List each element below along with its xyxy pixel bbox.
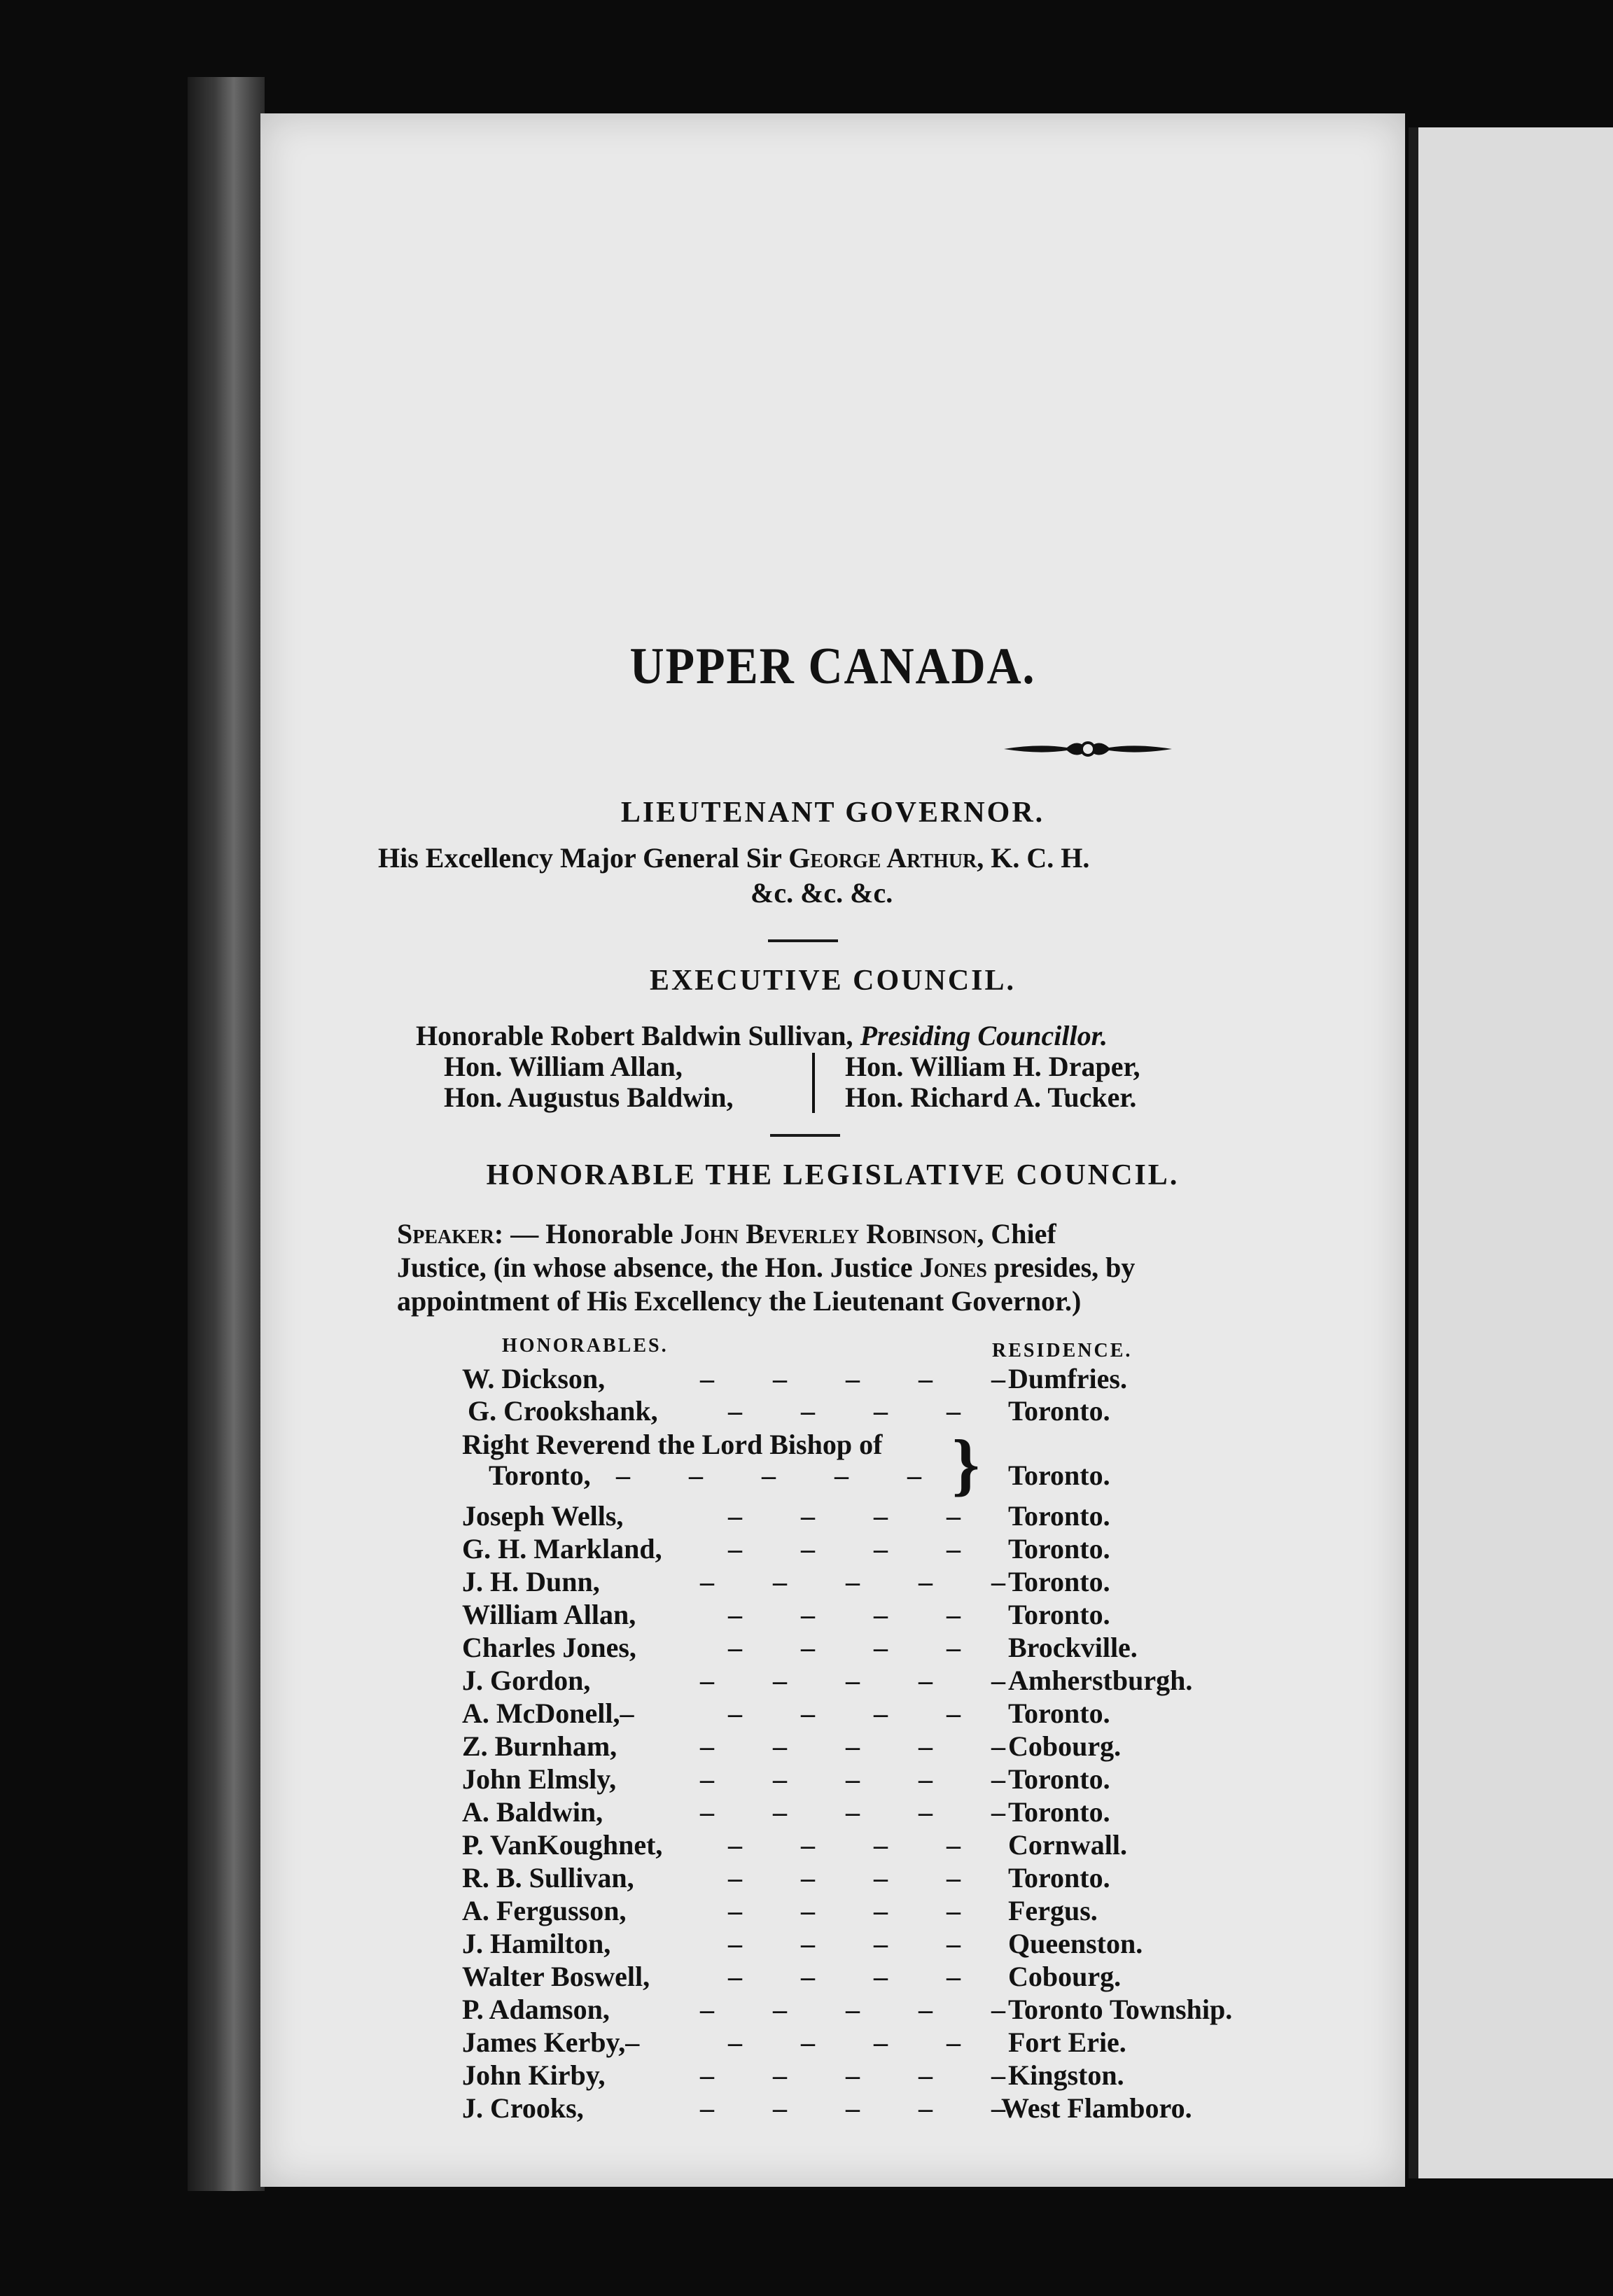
leader-dashes: – – – – — [728, 1632, 962, 1663]
leader-dashes: – – – – – — [700, 1363, 1007, 1394]
executive-member-left-2: Hon. Augustus Baldwin, — [444, 1082, 734, 1113]
member-name: Z. Burnham, — [462, 1730, 617, 1762]
member-residence: Fergus. — [1008, 1895, 1098, 1926]
table-row — [0, 1828, 1613, 1861]
member-residence: Toronto. — [1008, 1763, 1110, 1795]
table-row — [0, 1927, 1613, 1960]
leader-dashes: – – – – – — [700, 1796, 1007, 1828]
leader-dashes: – – – – – — [700, 1763, 1007, 1795]
table-row — [0, 1763, 1613, 1795]
table-row — [0, 2026, 1613, 2059]
member-name: Charles Jones, — [462, 1632, 636, 1663]
leader-dashes: – – – – – — [700, 1566, 1007, 1597]
table-row — [0, 1861, 1613, 1894]
table-row — [0, 1960, 1613, 1993]
member-residence: Brockville. — [1008, 1632, 1138, 1663]
member-name: John Kirby, — [462, 2059, 606, 2091]
member-residence: Dumfries. — [1008, 1363, 1127, 1394]
speaker-text-a: — Honorable — [503, 1218, 680, 1250]
member-name: A. Baldwin, — [462, 1796, 603, 1828]
legislative-council-heading: HONORABLE THE LEGISLATIVE COUNCIL. — [486, 1159, 1180, 1191]
member-residence: Toronto. — [1008, 1796, 1110, 1828]
table-row — [0, 1598, 1613, 1631]
leader-dashes: – – – – — [728, 1599, 962, 1630]
member-residence: Queenston. — [1008, 1928, 1143, 1959]
leader-dashes: – – – – – — [700, 2059, 1007, 2091]
lieutenant-governor-etc: &c. &c. &c. — [750, 877, 893, 909]
leader-dashes: – – – – — [728, 1961, 962, 1992]
member-name: J. Crooks, — [462, 2092, 584, 2124]
leader-dashes: – – – – – — [616, 1460, 923, 1491]
member-residence: West Flamboro. — [1001, 2092, 1192, 2124]
member-name: Right Reverend the Lord Bishop of — [462, 1429, 883, 1460]
member-residence: Cobourg. — [1008, 1961, 1122, 1992]
member-residence: Toronto. — [1008, 1533, 1110, 1564]
table-row — [0, 1394, 1613, 1427]
leader-dashes: – – – – — [728, 1895, 962, 1926]
executive-council-heading: EXECUTIVE COUNCIL. — [649, 965, 1017, 997]
member-name: A. Fergusson, — [462, 1895, 627, 1926]
brace-icon: } — [952, 1425, 980, 1503]
speaker-line-3: appointment of His Excellency the Lieutenant Governor.) — [397, 1285, 1082, 1317]
leader-dashes: – – – – — [728, 1829, 962, 1861]
member-name: W. Dickson, — [462, 1363, 606, 1394]
table-row — [0, 2092, 1613, 2124]
leader-dashes: – – – – — [728, 1533, 962, 1564]
table-row — [0, 2059, 1613, 2092]
member-name: J. Hamilton, — [462, 1928, 611, 1959]
table-row — [0, 1730, 1613, 1763]
member-name: P. Adamson, — [462, 1994, 610, 2025]
presiding-title: Presiding Councillor. — [860, 1020, 1108, 1051]
speaker-name: John Beverley Robinson — [680, 1218, 977, 1250]
leader-dashes: – – – – – — [700, 2092, 1007, 2124]
members-table — [0, 113, 1613, 2187]
speaker-text-c: Justice, (in whose absence, the Hon. Justice — [397, 1252, 920, 1283]
leader-dashes: – – – – — [728, 1862, 962, 1893]
executive-member-right-2: Hon. Richard A. Tucker. — [845, 1082, 1137, 1113]
member-name: R. B. Sullivan, — [462, 1862, 634, 1893]
member-name: P. VanKoughnet, — [462, 1829, 663, 1861]
lg-text-b: , K. C. H. — [977, 842, 1090, 874]
member-residence: Toronto. — [1008, 1460, 1110, 1491]
table-row — [0, 1631, 1613, 1664]
member-residence: Toronto. — [1008, 1698, 1110, 1729]
member-residence: Toronto. — [1008, 1599, 1110, 1630]
member-name: William Allan, — [462, 1599, 636, 1630]
member-residence: Cobourg. — [1008, 1730, 1122, 1762]
speaker-text-d: presides, by — [986, 1252, 1136, 1283]
member-name: A. McDonell,– — [462, 1698, 634, 1729]
table-row — [0, 1795, 1613, 1828]
document-page — [260, 113, 1405, 2187]
member-residence: Toronto. — [1008, 1862, 1110, 1893]
member-residence: Cornwall. — [1008, 1829, 1127, 1861]
table-row — [0, 1362, 1613, 1395]
member-residence: Toronto. — [1008, 1500, 1110, 1532]
leader-dashes: – – – – — [728, 2026, 962, 2058]
member-name: J. Gordon, — [462, 1665, 591, 1696]
speaker-label: Speaker: — [397, 1218, 504, 1250]
member-residence: Toronto Township. — [1008, 1994, 1233, 2025]
table-row — [0, 1459, 1613, 1492]
leader-dashes: – – – – — [728, 1698, 962, 1729]
table-row — [0, 1565, 1613, 1598]
column-header-honorables: HONORABLES. — [502, 1335, 669, 1357]
lg-name: George Arthur — [788, 842, 977, 874]
member-residence: Amherstburgh. — [1008, 1665, 1193, 1696]
member-name: James Kerby,– — [462, 2026, 640, 2058]
presiding-name: Honorable Robert Baldwin Sullivan, — [416, 1020, 860, 1051]
table-row — [0, 1894, 1613, 1927]
page-title: UPPER CANADA. — [629, 638, 1036, 695]
table-row — [0, 1428, 1613, 1461]
leader-dashes: – – – – — [728, 1928, 962, 1959]
lieutenant-governor-heading: LIEUTENANT GOVERNOR. — [620, 797, 1045, 829]
member-name: Joseph Wells, — [462, 1500, 624, 1532]
member-name: Walter Boswell, — [462, 1961, 650, 1992]
lg-text-a: His Excellency Major General Sir — [378, 842, 789, 874]
table-row — [0, 1993, 1613, 2026]
leader-dashes: – – – – – — [700, 1994, 1007, 2025]
table-row — [0, 1697, 1613, 1730]
executive-member-left-1: Hon. William Allan, — [444, 1051, 683, 1082]
member-name: J. H. Dunn, — [462, 1566, 600, 1597]
executive-member-right-1: Hon. William H. Draper, — [845, 1051, 1140, 1082]
member-residence: Kingston. — [1008, 2059, 1124, 2091]
leader-dashes: – – – – — [728, 1500, 962, 1532]
table-row — [0, 1499, 1613, 1532]
member-residence: Fort Erie. — [1008, 2026, 1126, 2058]
leader-dashes: – – – – – — [700, 1665, 1007, 1696]
member-name: Toronto, — [489, 1460, 591, 1491]
speaker-text-b: , Chief — [977, 1218, 1056, 1250]
speaker-jones: Jones — [919, 1252, 987, 1283]
member-name: John Elmsly, — [462, 1763, 617, 1795]
member-name: G. H. Markland, — [462, 1533, 662, 1564]
member-residence: Toronto. — [1008, 1566, 1110, 1597]
leader-dashes: – – – – — [728, 1395, 962, 1427]
leader-dashes: – – – – – — [700, 1730, 1007, 1762]
member-residence: Toronto. — [1008, 1395, 1110, 1427]
member-name: G. Crookshank, — [468, 1395, 658, 1427]
table-row — [0, 1532, 1613, 1565]
table-row — [0, 1664, 1613, 1697]
column-header-residence: RESIDENCE. — [992, 1340, 1133, 1362]
